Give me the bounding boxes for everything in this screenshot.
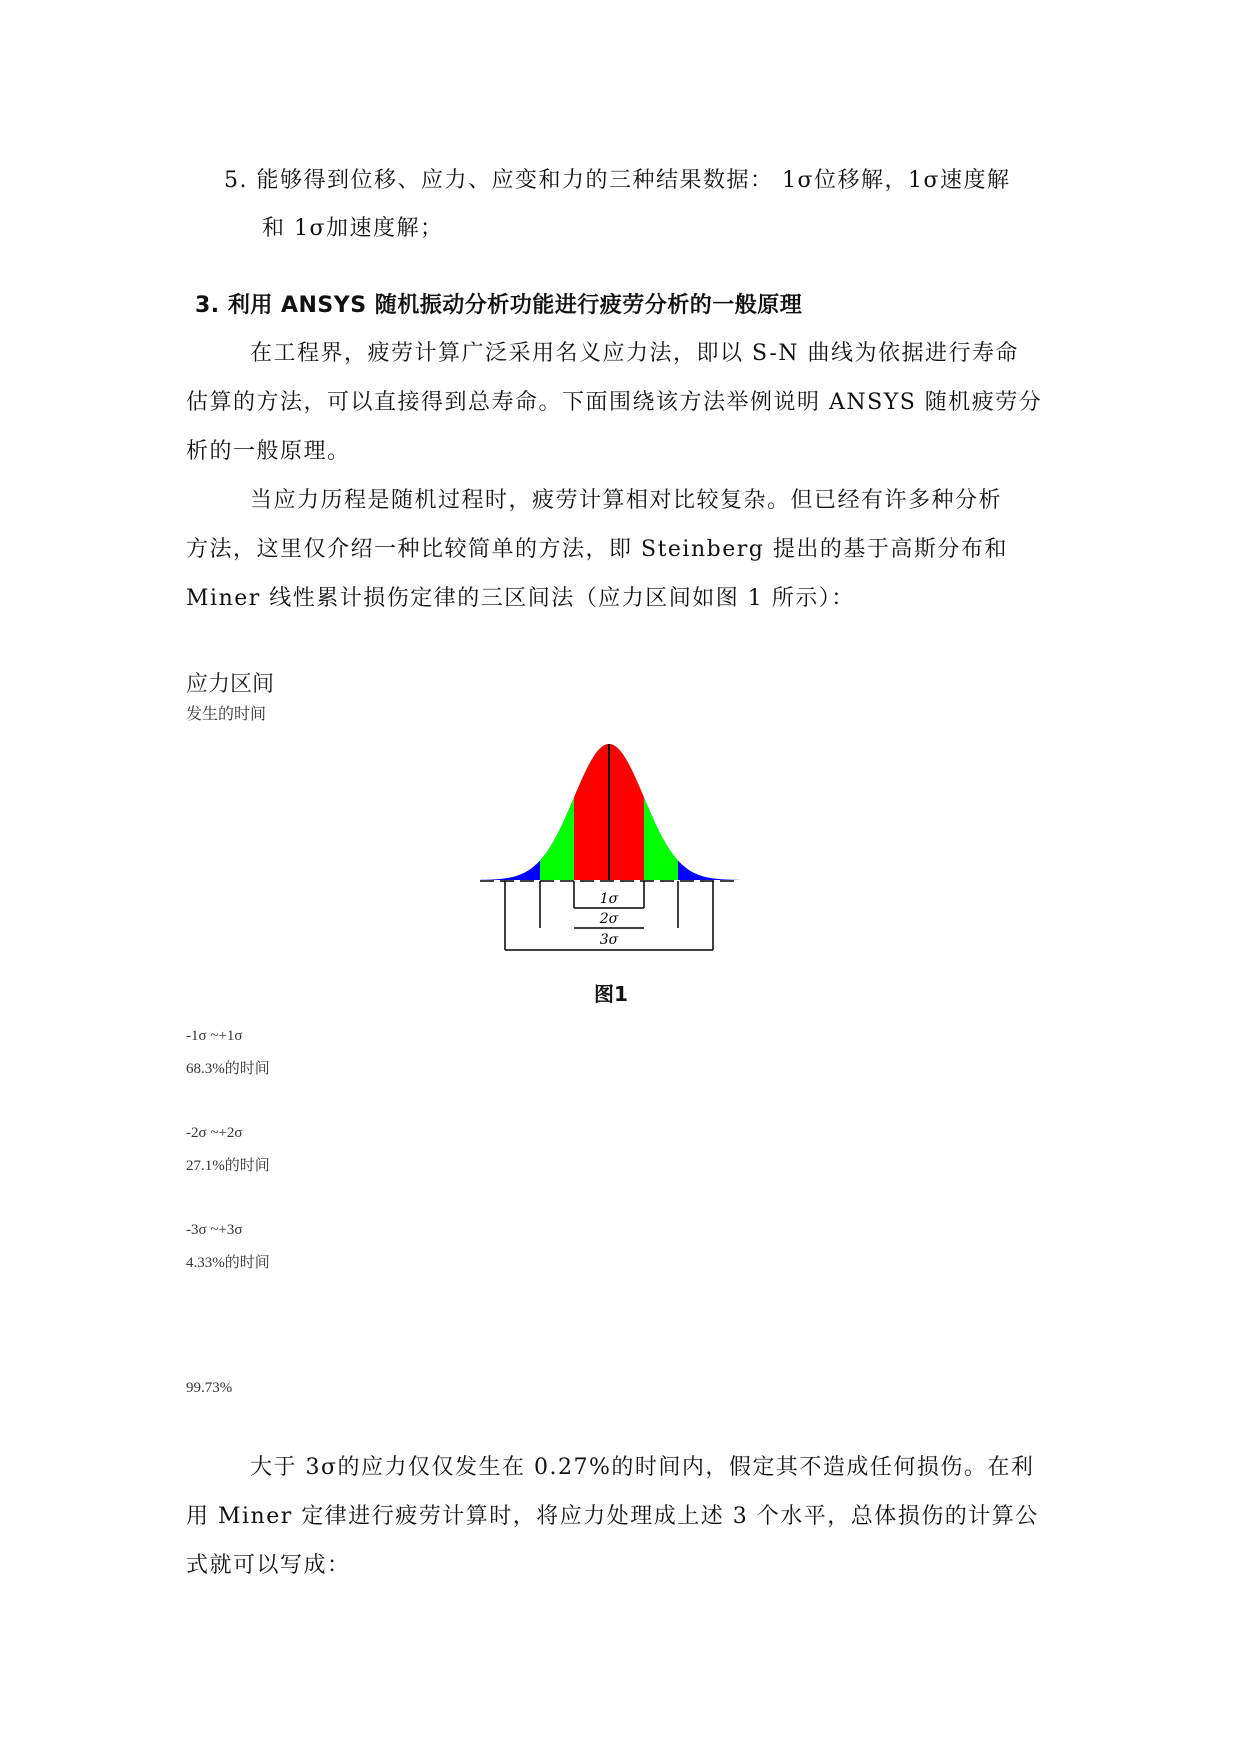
paragraph-1-line: 估算的方法，可以直接得到总寿命。下面围绕该方法举例说明 ANSYS 随机疲劳分 bbox=[186, 390, 1043, 415]
band-range: -2σ ~+2σ bbox=[186, 1125, 243, 1141]
paragraph-3-line: 用 Miner 定律进行疲劳计算时，将应力处理成上述 3 个水平，总体损伤的计算公 bbox=[186, 1504, 1039, 1529]
band-time: 27.1%的时间 bbox=[186, 1158, 270, 1174]
paragraph-3-line: 大于 3σ的应力仅仅发生在 0.27%的时间内，假定其不造成任何损伤。在利 bbox=[250, 1455, 1035, 1480]
band-range: -3σ ~+3σ bbox=[186, 1222, 243, 1238]
band-time: 68.3%的时间 bbox=[186, 1061, 270, 1077]
band-time: 4.33%的时间 bbox=[186, 1255, 270, 1271]
bell-curve-figure bbox=[470, 730, 750, 970]
time-occurred-label: 发生的时间 bbox=[186, 704, 267, 723]
band-range: -1σ ~+1σ bbox=[186, 1028, 243, 1044]
dim-label-3sigma: 3σ bbox=[599, 932, 619, 948]
paragraph-2-line: 方法，这里仅介绍一种比较简单的方法，即 Steinberg 提出的基于高斯分布和 bbox=[186, 537, 1008, 562]
dim-label-1sigma: 1σ bbox=[599, 891, 619, 907]
list-item-5-line1: 5. 能够得到位移、应力、应变和力的三种结果数据： 1σ位移解，1σ速度解 bbox=[224, 168, 1011, 193]
paragraph-2-line: 当应力历程是随机过程时，疲劳计算相对比较复杂。但已经有许多种分析 bbox=[250, 488, 1003, 513]
section-heading: 3. 利用 ANSYS 随机振动分析功能进行疲劳分析的一般原理 bbox=[195, 293, 803, 318]
stress-interval-label: 应力区间 bbox=[186, 672, 275, 697]
paragraph-1-line: 析的一般原理。 bbox=[186, 439, 351, 464]
dim-label-2sigma: 2σ bbox=[599, 911, 619, 927]
list-item-5-line2: 和 1σ加速度解； bbox=[262, 216, 444, 241]
paragraph-3-line: 式就可以写成： bbox=[186, 1553, 351, 1578]
figure-caption: 图1 bbox=[594, 982, 628, 1006]
total-percentage: 99.73% bbox=[186, 1380, 233, 1396]
paragraph-1-line: 在工程界，疲劳计算广泛采用名义应力法，即以 S-N 曲线为依据进行寿命 bbox=[250, 341, 1020, 366]
paragraph-2-line: Miner 线性累计损伤定律的三区间法（应力区间如图 1 所示）： bbox=[186, 586, 855, 611]
